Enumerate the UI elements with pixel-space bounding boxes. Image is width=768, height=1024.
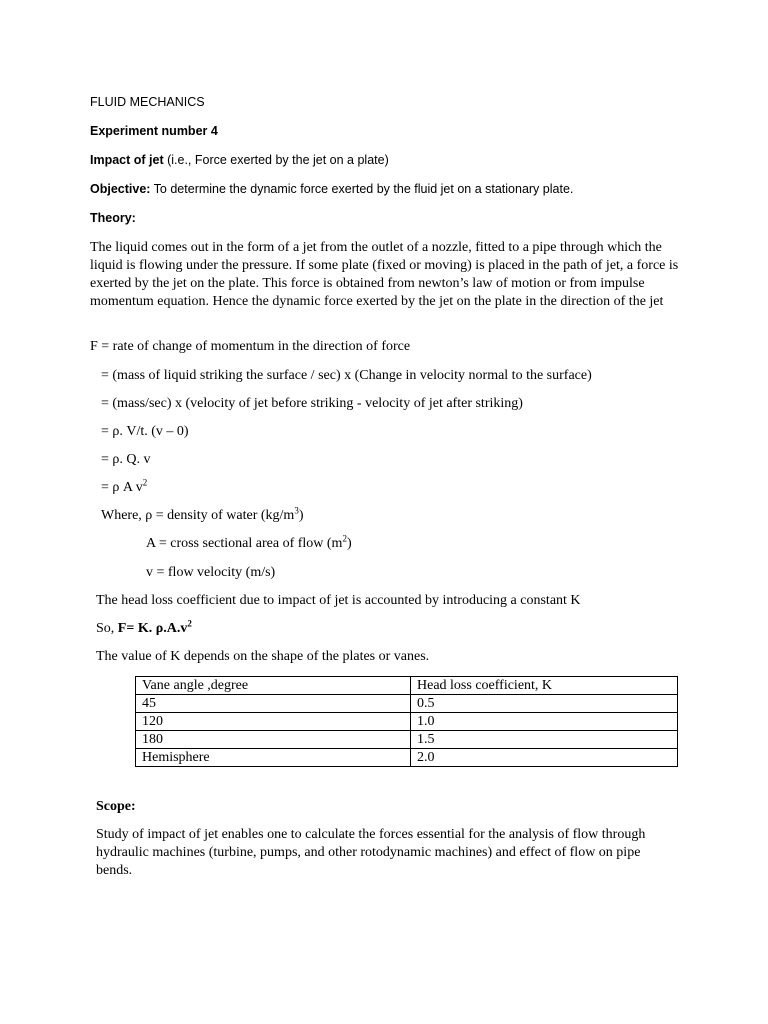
force-formula [96,618,192,636]
where-text: Where, ρ = density of water (kg/m [101,508,295,523]
where-velocity: v = flow velocity (m/s) [146,565,276,580]
objective-label: Objective: [90,182,151,196]
superscript: 2 [142,477,148,488]
equation-density-discharge: = ρ. Q. v [101,452,151,467]
equation-mass-velocity: = (mass of liquid striking the surface / sec) x (Change in velocity normal to the surface) [101,368,592,383]
formula-bold: F= K. ρ.A.v [117,621,188,636]
experiment-number: Experiment number 4 [90,124,218,138]
topic-title: Impact of jet [90,153,164,167]
table-row [136,731,678,749]
table-cell: 1.0 [411,713,678,731]
table-cell: 1.5 [411,731,678,749]
formula-prefix: So, [96,621,118,636]
equation-base: = ρ A v [101,480,143,495]
equation-density-volume: = ρ. V/t. (v – 0) [101,424,189,439]
where-end: ) [298,508,304,523]
table-cell: 2.0 [411,749,678,767]
course-title: FLUID MECHANICS [90,95,205,109]
where-area [146,533,352,551]
equation-mass-per-sec: = (mass/sec) x (velocity of jet before striking - velocity of jet after striking) [101,396,523,411]
scope-paragraph: Study of impact of jet enables one to calculate the forces essential for the analysis of flow through hydraulic machines (turbine, pumps, and other rotodynamic machines) and effect of flow on pipe bends. [96,827,646,878]
k-sentence: The value of K depends on the shape of the plates or vanes. [96,649,430,664]
table-cell: 120 [136,713,411,731]
equation-density-area-velocity [101,477,148,495]
objective-text: To determine the dynamic force exerted by the fluid jet on a stationary plate. [150,182,574,196]
table-row [136,713,678,731]
theory-heading: Theory: [90,211,136,225]
table-cell: 180 [136,731,411,749]
table-cell: Hemisphere [136,749,411,767]
table-cell: 45 [136,695,411,713]
where-density [101,505,304,523]
table-row [136,695,678,713]
theory-paragraph: The liquid comes out in the form of a jet from the outlet of a nozzle, fitted to a pipe through which the liquid is flowing under the pressure. If some plate (fixed or moving) is placed in the path of jet, a force is exerted by the jet on the plate. This force is obtained from newton’s law of motion or from impulse momentum equation. Hence the dynamic force exerted by the jet on the plate in the direction of the jet [90,240,679,309]
table-header-cell: Head loss coefficient, K [411,677,678,695]
table-header-cell: Vane angle ,degree [136,677,411,695]
head-loss-table [135,676,678,767]
scope-heading: Scope: [96,799,136,814]
superscript: 2 [187,618,192,629]
experiment-topic [90,154,389,167]
table-header-row [136,677,678,695]
area-end: ) [346,536,352,551]
topic-description: (i.e., Force exerted by the jet on a plate) [163,153,389,167]
superscript: 2 [342,533,347,544]
headloss-sentence: The head loss coefficient due to impact of jet is accounted by introducing a constant K [96,593,581,608]
table-cell: 0.5 [411,695,678,713]
superscript: 3 [294,505,299,516]
objective [90,183,573,196]
area-text: A = cross sectional area of flow (m [146,536,343,551]
table-row [136,749,678,767]
equation-force-definition: F = rate of change of momentum in the direction of force [90,339,411,354]
